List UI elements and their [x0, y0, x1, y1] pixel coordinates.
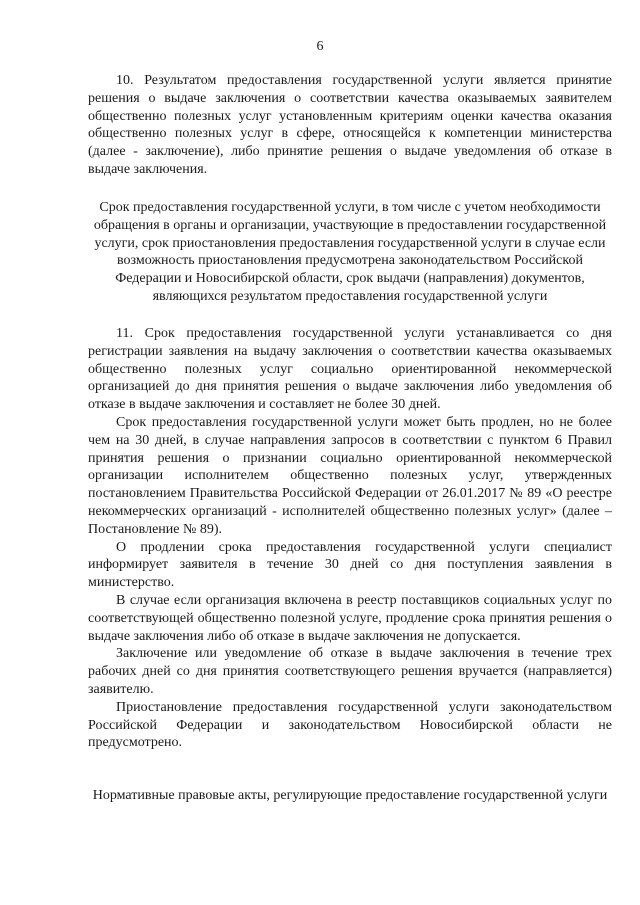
paragraph-11-5: Заключение или уведомление об отказе в выдаче заключения в течение трех рабочих дней со дня принятия соответствующего решения вручается (направляется) заявителю.: [88, 646, 612, 697]
paragraph-11-2: Срок предоставления государственной услуги может быть продлен, но не более чем на 30 дней, в случае направления запросов в соответствии с пунктом 6 Правил принятия решения о признании социально ориентированной некоммерческой организации исполнителем общественно полезных услуг, утвержденных постановлением Правительства Российской Федерации от 26.01.2017 № 89 «О реестре некоммерческих организаций - исполнителей общественно полезных услуг» (далее – Постановление № 89).: [88, 414, 612, 537]
section-heading-service-term: Срок предоставления государственной услуги, в том числе с учетом необходимости обращения в органы и организации, участвующие в предоставлении государственной услуги, срок приостановления предоставления государственной услуги в случае если возможность приостановления предусмотрена законодательством Российской Федерации и Новосибирской области, срок выдачи (направления) документов, являющихся результатом предоставления государственной услуги: [93, 200, 607, 304]
paragraph-11-1: 11. Срок предоставления государственной услуги устанавливается со дня регистрации заявления на выдачу заключения о соответствии качества оказываемых общественно полезных услуг социально ориентированной некоммерческой организацией до дня принятия решения о выдаче заключения либо уведомления об отказе в выдаче заключения и составляет не более 30 дней.: [88, 326, 612, 413]
section-10: [88, 72, 612, 179]
paragraph-10: 10. Результатом предоставления государственной услуги является принятие решения о выдаче заключения о соответствии качества оказываемых заявителем общественно полезных услуг установленным критериям оценки качества оказания общественно полезных услуг в сфере, относящейся к компетенции министерства (далее - заключение), либо принятие решения о выдаче уведомления об отказе в выдаче заключения.: [88, 73, 612, 177]
page-number: 6: [316, 39, 324, 54]
section-11: [88, 325, 612, 752]
section-heading-legal-acts: Нормативные правовые акты, регулирующие предоставление государственной услуги: [92, 788, 608, 803]
paragraph-11-4: В случае если организация включена в реестр поставщиков социальных услуг по соответствующей общественно полезной услуге, продление срока принятия решения о выдаче заключения либо об отказе в выдаче заключения не допускается.: [88, 592, 612, 644]
paragraph-11-6: Приостановление предоставления государственной услуги законодательством Российской Федерации и законодательством Новосибирской области не предусмотрено.: [88, 699, 612, 751]
paragraph-11-3: О продлении срока предоставления государственной услуги специалист информирует заявителя в течение 30 дней со дня поступления заявления в министерство.: [88, 539, 612, 591]
